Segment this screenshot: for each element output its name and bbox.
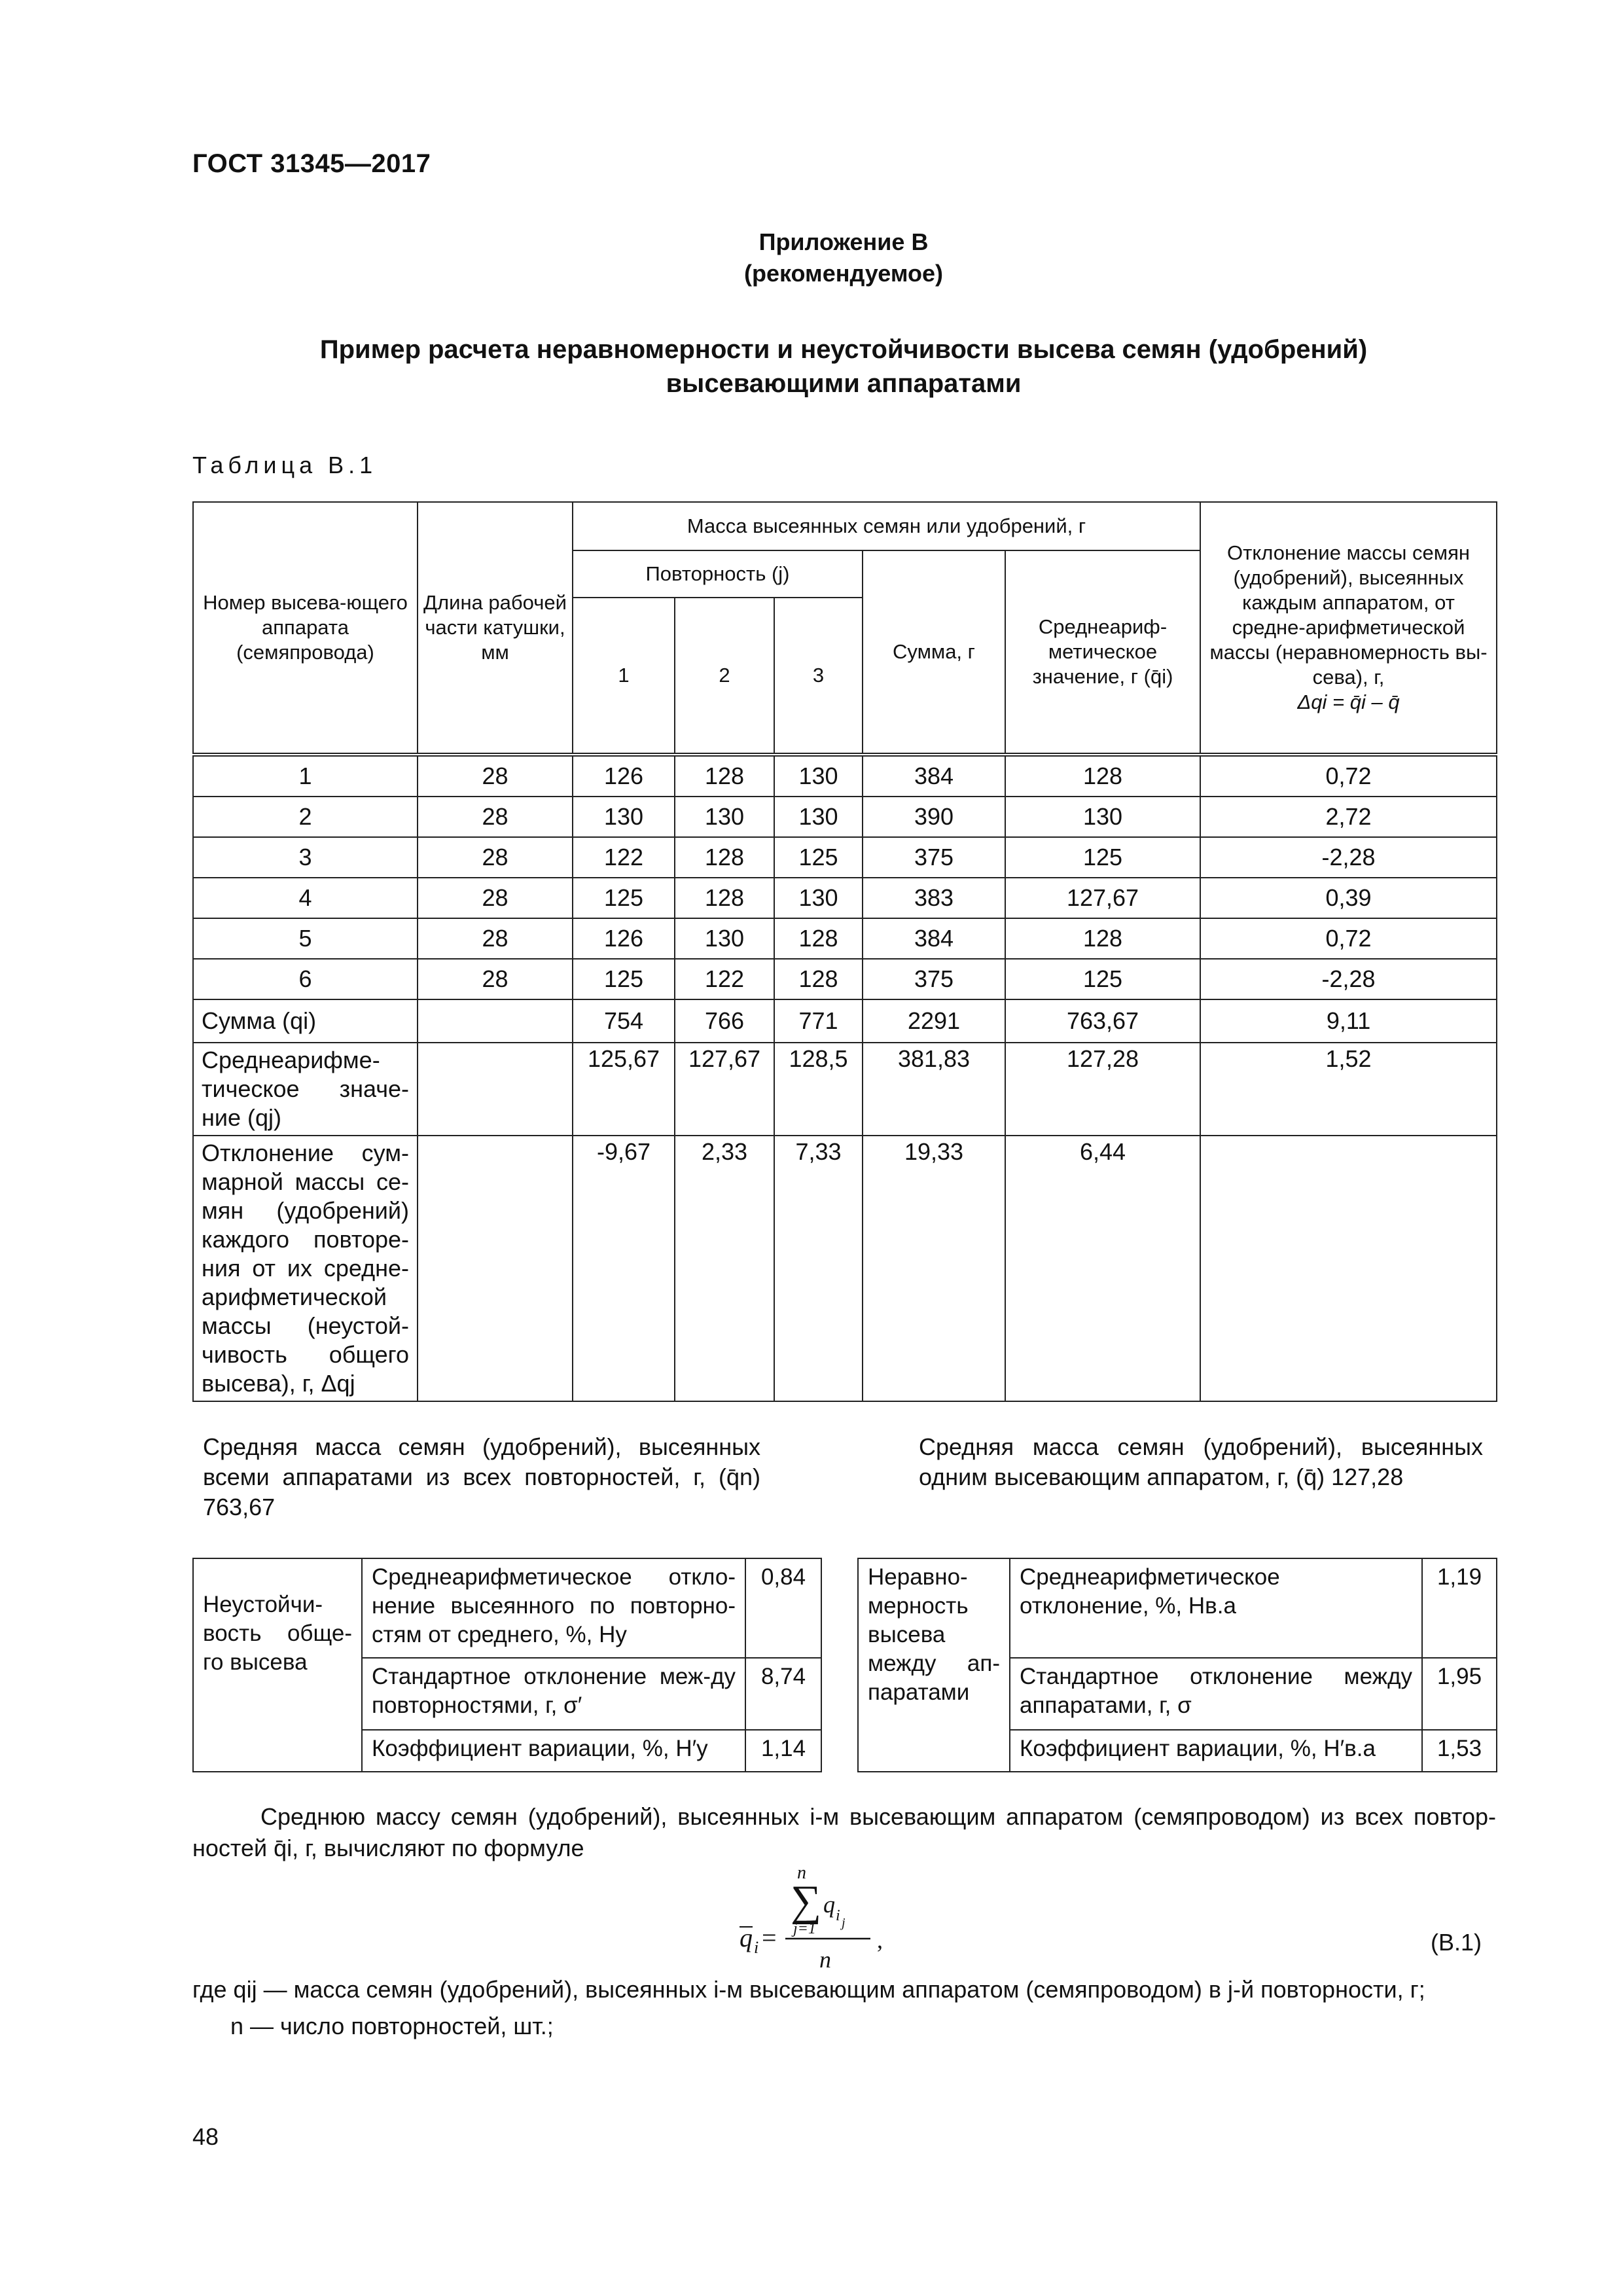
formula-intro: Среднюю массу семян (удобрений), высеянных i-м высевающим аппаратом (семяпроводом) из всех повтор-ностей q̄i, г, вычисляют по формуле (192, 1803, 1496, 1861)
average-mass-one: Средняя масса семян (удобрений), высеянных одним высевающим аппаратом, г, (q̄) 127,28 (919, 1433, 1483, 1490)
cell: 28 (418, 918, 573, 959)
instability-row-text: Стандартное отклонение меж-ду повторностями, г, σ′ (362, 1658, 745, 1730)
sum-lower-limit: j=1 (793, 1920, 816, 1937)
cell: -9,67 (573, 1136, 675, 1401)
header-mean: Среднеариф-метическое значение, г (q̄i) (1005, 550, 1200, 755)
cell: 381,83 (863, 1043, 1005, 1136)
lhs-var: q (740, 1923, 753, 1952)
table-row (193, 797, 1497, 837)
header-coil-length: Длина рабочей части катушки, мм (418, 502, 573, 755)
cell: 128 (675, 755, 774, 797)
cell: 127,67 (675, 1043, 774, 1136)
deviation-row (193, 1136, 1497, 1401)
cell (418, 999, 573, 1043)
formula-where-n: n — число повторностей, шт.; (230, 2013, 554, 2039)
cell: 390 (863, 797, 1005, 837)
cell: 130 (774, 878, 863, 918)
cell: 1 (193, 755, 418, 797)
formula-number: (В.1) (1431, 1929, 1482, 1956)
cell: 4 (193, 878, 418, 918)
cell: 125 (774, 837, 863, 878)
cell: 125,67 (573, 1043, 675, 1136)
cell: 2291 (863, 999, 1005, 1043)
cell: 763,67 (1005, 999, 1200, 1043)
header-repetition: Повторность (j) (573, 550, 863, 598)
nonuniformity-row-text: Стандартное отклонение между аппаратами, г, σ (1010, 1658, 1422, 1730)
cell: 754 (573, 999, 675, 1043)
denominator: n (819, 1946, 831, 1973)
cell: 28 (418, 959, 573, 999)
equals-sign: = (762, 1923, 777, 1952)
cell: 3 (193, 837, 418, 878)
cell: 2 (193, 797, 418, 837)
cell (1200, 1136, 1497, 1401)
cell: 122 (573, 837, 675, 878)
cell: 122 (675, 959, 774, 999)
title-line-2: высевающими аппаратами (666, 369, 1022, 398)
cell: 19,33 (863, 1136, 1005, 1401)
cell: 771 (774, 999, 863, 1043)
header-repetition-3: 3 (774, 598, 863, 755)
cell: 0,39 (1200, 878, 1497, 918)
cell: 9,11 (1200, 999, 1497, 1043)
cell: 0,72 (1200, 918, 1497, 959)
cell: 125 (573, 959, 675, 999)
cell: 7,33 (774, 1136, 863, 1401)
nonuniformity-row-value: 1,95 (1422, 1658, 1497, 1730)
cell: 28 (418, 755, 573, 797)
table-row (193, 755, 1497, 797)
cell: 2,72 (1200, 797, 1497, 837)
cell: 130 (1005, 797, 1200, 837)
cell: 128 (774, 918, 863, 959)
header-apparatus-number: Номер высева-ющего аппарата (семяпровода) (193, 502, 418, 755)
header-deviation (1200, 502, 1497, 755)
cell: 28 (418, 837, 573, 878)
cell: 128 (774, 959, 863, 999)
cell: 128 (1005, 918, 1200, 959)
average-mass-all: Средняя масса семян (удобрений), высеянных всеми аппаратами из всех повторностей, г, (q̄n) 763,67 (203, 1433, 760, 1520)
table-row (193, 837, 1497, 878)
cell: 375 (863, 837, 1005, 878)
appendix-status: (рекомендуемое) (744, 260, 943, 287)
cell: 128 (675, 837, 774, 878)
header-seed-mass: Масса высеянных семян или удобрений, г (573, 502, 1200, 550)
appendix-title (192, 332, 1495, 401)
cell: 130 (774, 755, 863, 797)
formula-b1 (720, 1857, 916, 1988)
sum-row (193, 999, 1497, 1043)
cell: 127,67 (1005, 878, 1200, 918)
mean-row (193, 1043, 1497, 1136)
header-repetition-1: 1 (573, 598, 675, 755)
cell: 28 (418, 878, 573, 918)
numerator-subsub: j (842, 1916, 846, 1930)
nonuniformity-row-text: Коэффициент вариации, %, Н′в.а (1010, 1730, 1422, 1772)
document-header: ГОСТ 31345—2017 (192, 149, 431, 178)
cell: 1,52 (1200, 1043, 1497, 1136)
cell (418, 1043, 573, 1136)
table-row (193, 878, 1497, 918)
nonuniformity-row-text: Среднеарифметическое отклонение, %, Нв.а (1010, 1558, 1422, 1658)
formula-where: где qij — масса семян (удобрений), высеянных i-м высевающим аппаратом (семяпроводом) в j-й повторности, г; (192, 1976, 1425, 2003)
cell: 130 (675, 918, 774, 959)
header-deviation-text: Отклонение массы семян (удобрений), высеянных каждым аппаратом, от средне-арифметической массы (неравномерность вы-сева), г, (1209, 541, 1488, 689)
cell: 125 (573, 878, 675, 918)
instability-row-value: 8,74 (745, 1658, 821, 1730)
lhs-sub: i (754, 1938, 759, 1957)
nonuniformity-row-value: 1,19 (1422, 1558, 1497, 1658)
instability-row-value: 1,14 (745, 1730, 821, 1772)
appendix-label: Приложение В (758, 228, 929, 255)
cell: -2,28 (1200, 837, 1497, 878)
numerator-var: q (823, 1892, 835, 1918)
cell: 384 (863, 755, 1005, 797)
mean-row-label: Среднеарифме-тическое значе-ние (qj) (193, 1043, 418, 1136)
instability-row-text: Среднеарифметическое откло-нение высеянного по повторно-стям от среднего, %, Нy (362, 1558, 745, 1658)
formula-comma: , (877, 1927, 883, 1953)
instability-row-value: 0,84 (745, 1558, 821, 1658)
cell: 125 (1005, 837, 1200, 878)
cell: 0,72 (1200, 755, 1497, 797)
cell: 383 (863, 878, 1005, 918)
numerator-sub: i (836, 1907, 840, 1924)
instability-label: Неустойчи-вость обще-го высева (193, 1558, 362, 1772)
cell: 2,33 (675, 1136, 774, 1401)
cell: 375 (863, 959, 1005, 999)
instability-table (192, 1558, 822, 1772)
header-repetition-2: 2 (675, 598, 774, 755)
cell: 126 (573, 918, 675, 959)
sigma-symbol: ∑ (791, 1877, 822, 1925)
cell: 384 (863, 918, 1005, 959)
page-number: 48 (192, 2123, 219, 2150)
header-deviation-formula: Δqi = q̄i – q̄ (1297, 691, 1400, 713)
cell: 5 (193, 918, 418, 959)
cell (418, 1136, 573, 1401)
cell: 766 (675, 999, 774, 1043)
table-row (193, 959, 1497, 999)
cell: 128,5 (774, 1043, 863, 1136)
cell: 130 (573, 797, 675, 837)
instability-row-text: Коэффициент вариации, %, Н′y (362, 1730, 745, 1772)
header-sum: Сумма, г (863, 550, 1005, 755)
cell: 128 (675, 878, 774, 918)
cell: 127,28 (1005, 1043, 1200, 1136)
cell: 128 (1005, 755, 1200, 797)
deviation-row-label: Отклонение сум-марной массы се-мян (удобрений) каждого повторе-ния от их средне-арифметической массы (неустой-чивость общего высева), г, Δqj (193, 1136, 418, 1401)
cell: 130 (675, 797, 774, 837)
cell: 126 (573, 755, 675, 797)
sum-upper-limit: n (797, 1863, 806, 1883)
table-row (193, 918, 1497, 959)
nonuniformity-row-value: 1,53 (1422, 1730, 1497, 1772)
table-b1 (192, 501, 1497, 1402)
table-caption: Таблица В.1 (192, 452, 378, 478)
cell: 125 (1005, 959, 1200, 999)
sum-row-label: Сумма (qi) (193, 999, 418, 1043)
cell: -2,28 (1200, 959, 1497, 999)
nonuniformity-table (857, 1558, 1497, 1772)
cell: 28 (418, 797, 573, 837)
cell: 130 (774, 797, 863, 837)
title-line-1: Пример расчета неравномерности и неустойчивости высева семян (удобрений) (319, 335, 1368, 364)
table-b1-body (193, 755, 1497, 1401)
cell: 6 (193, 959, 418, 999)
appendix-heading (192, 226, 1495, 289)
cell: 6,44 (1005, 1136, 1200, 1401)
nonuniformity-label: Неравно-мерность высева между ап-паратами (858, 1558, 1010, 1772)
